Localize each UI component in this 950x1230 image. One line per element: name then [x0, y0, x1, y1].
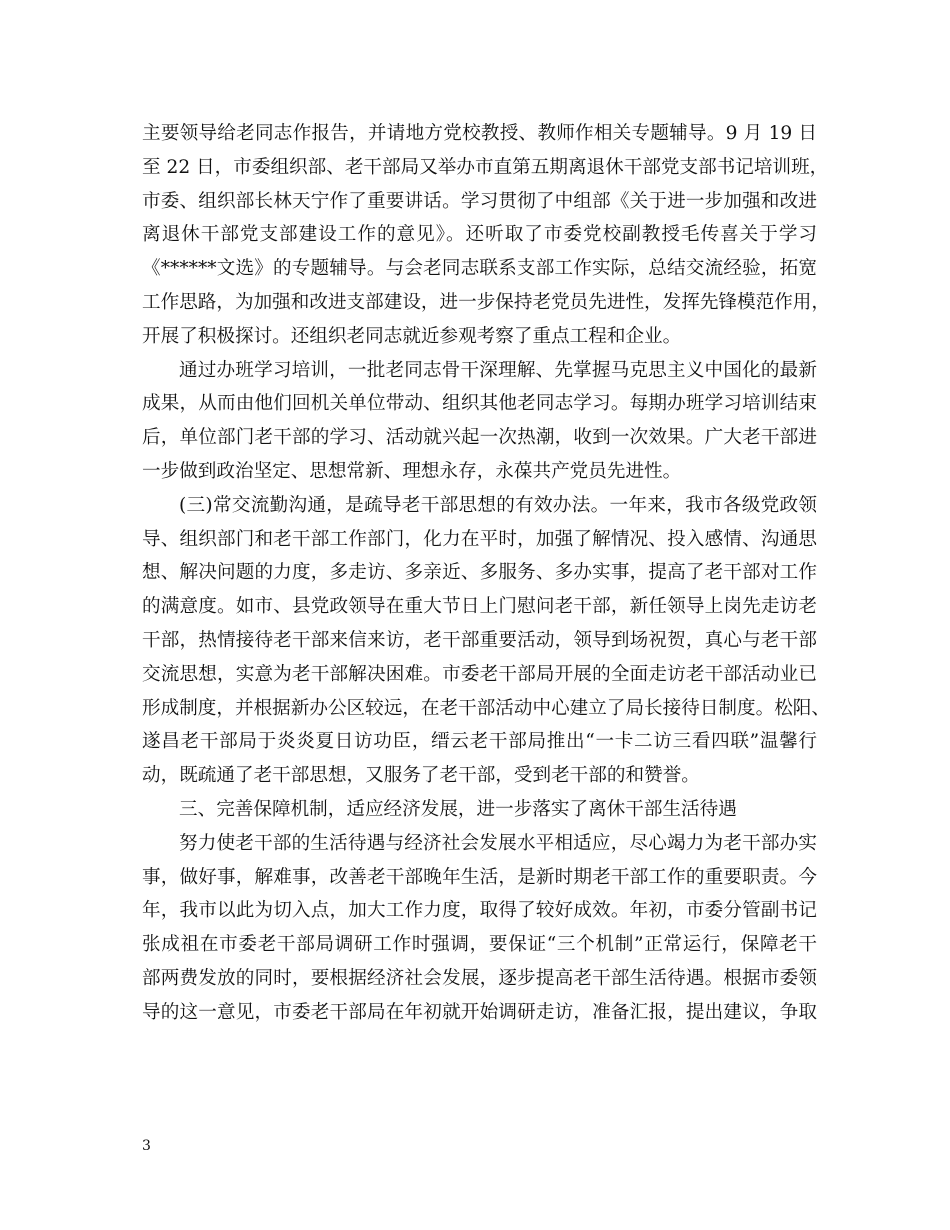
text-line: 导、组织部门和老干部工作部门，化力在平时，加强了解情况、投入感情、沟通思 — [142, 528, 817, 550]
paragraph — [142, 827, 817, 1030]
document-body — [142, 117, 830, 1030]
text-line: 年，我市以此为切入点，加大工作力度，取得了较好成效。年初，市委分管副书记 — [142, 900, 817, 922]
text-line: 想、解决问题的力度，多走访、多亲近、多服务、多办实事，提高了老干部对工作 — [142, 562, 817, 584]
page-number: 3 — [142, 1138, 151, 1154]
paragraph — [142, 354, 817, 489]
text-line: 动，既疏通了老干部思想，又服务了老干部，受到老干部的和赞誉。 — [142, 765, 700, 787]
text-line: 一步做到政治坚定、思想常新、理想永存，永葆共产党员先进性。 — [142, 460, 682, 482]
text-line: 市委、组织部长林天宁作了重要讲话。学习贯彻了中组部《关于进一步加强和改进 — [142, 190, 817, 212]
text-line: (三)常交流勤沟通，是疏导老干部思想的有效办法。一年来，我市各级党政领 — [179, 494, 817, 516]
text-line: 成果，从而由他们回机关单位带动、组织其他老同志学习。每期办班学习培训结束 — [142, 393, 817, 415]
text-line: 《******文选》的专题辅导。与会老同志联系支部工作实际，总结交流经验，拓宽 — [142, 258, 817, 280]
text-line: 交流思想，实意为老干部解决困难。市委老干部局开展的全面走访老干部活动业已 — [142, 663, 817, 685]
text-line: 离退休干部党支部建设工作的意见》。还听取了市委党校副教授毛传喜关于学习 — [142, 224, 817, 246]
text-line: 的满意度。如市、县党政领导在重大节日上门慰问老干部，新任领导上岗先走访老 — [142, 596, 817, 618]
text-line: 开展了积极探讨。还组织老同志就近参观考察了重点工程和企业。 — [142, 325, 682, 347]
text-line: 部两费发放的同时，要根据经济社会发展，逐步提高老干部生活待遇。根据市委领 — [142, 967, 817, 989]
text-line: 努力使老干部的生活待遇与经济社会发展水平相适应，尽心竭力为老干部办实 — [179, 832, 817, 854]
text-line: 事，做好事，解难事，改善老干部晚年生活，是新时期老干部工作的重要职责。今 — [142, 866, 817, 888]
text-line: 干部，热情接待老干部来信来访，老干部重要活动，领导到场祝贺，真心与老干部 — [142, 629, 817, 651]
section-heading-text: 三、完善保障机制，适应经济发展，进一步落实了离休干部生活待遇 — [179, 798, 737, 820]
paragraph — [142, 489, 830, 793]
text-line: 通过办班学习培训，一批老同志骨干深理解、先掌握马克思主义中国化的最新 — [179, 359, 817, 381]
text-line: 至 22 日，市委组织部、老干部局又举办市直第五期离退休干部党支部书记培训班， — [142, 156, 829, 178]
text-line: 后，单位部门老干部的学习、活动就兴起一次热潮，收到一次效果。广大老干部进 — [142, 427, 817, 449]
section-heading — [142, 793, 817, 827]
text-line: 遂昌老干部局于炎炎夏日访功臣，缙云老干部局推出“一卡二访三看四联”温馨行 — [142, 731, 817, 753]
text-line: 张成祖在市委老干部局调研工作时强调，要保证“三个机制”正常运行，保障老干 — [142, 934, 817, 956]
text-line: 工作思路，为加强和改进支部建设，进一步保持老党员先进性，发挥先锋模范作用， — [142, 291, 830, 313]
text-line: 导的这一意见，市委老干部局在年初就开始调研走访，准备汇报，提出建议，争取 — [142, 1001, 817, 1023]
text-line: 主要领导给老同志作报告，并请地方党校教授、教师作相关专题辅导。9 月 19 日 — [142, 123, 817, 144]
text-line: 形成制度，并根据新办公区较远，在老干部活动中心建立了局长接待日制度。松阳、 — [142, 697, 830, 719]
paragraph — [142, 117, 830, 354]
